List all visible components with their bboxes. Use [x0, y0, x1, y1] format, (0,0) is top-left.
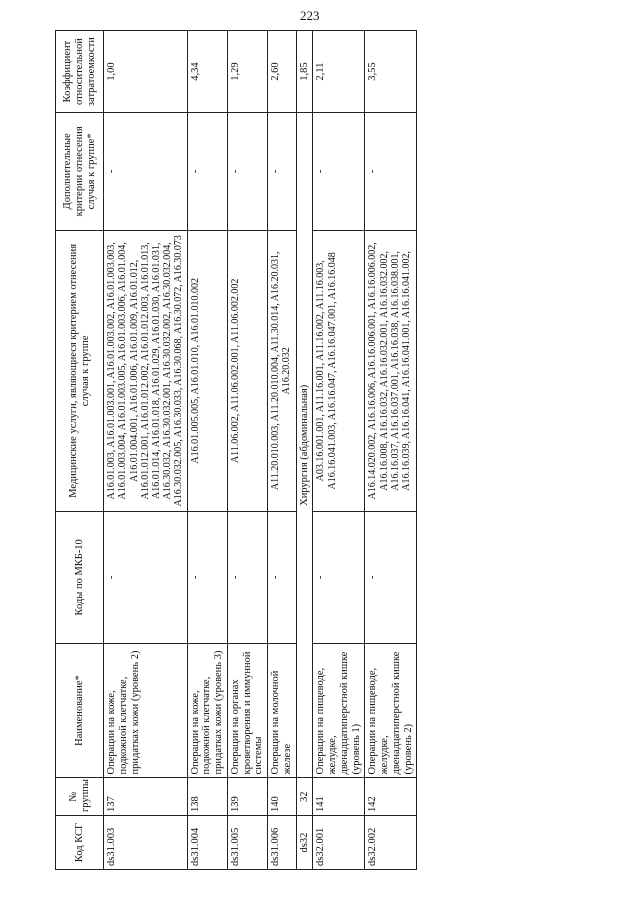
cell-additional: -	[268, 113, 297, 230]
cell-mkb: -	[365, 512, 417, 643]
cell-coef: 2,11	[313, 31, 365, 113]
cell-services: A03.16.001.001, A11.16.001, A11.16.002, A11.16.003, A16.16.041.003, A16.16.047, A16.16.047.001, A16.16.048	[313, 230, 365, 512]
cell-additional: -	[365, 113, 417, 230]
cell-additional: -	[104, 113, 187, 230]
section-title: Хирургия (абдоминальная)	[296, 113, 313, 778]
cell-name: Операции на пищеводе, желудке, двенадцатиперстной кишке (уровень 2)	[365, 643, 417, 778]
header-name: Наименование*	[56, 643, 104, 778]
header-mkb: Коды по МКБ-10	[56, 512, 104, 643]
section-code: ds32	[296, 816, 313, 870]
cell-services: A16.01.005.005, A16.01.010, A16.01.010.002	[187, 230, 227, 512]
header-code: Код КСГ	[56, 816, 104, 870]
table-row	[365, 31, 417, 870]
section-coef: 1,85	[296, 31, 313, 113]
cell-name: Операции на органах кроветворения и иммунной системы	[227, 643, 267, 778]
cell-name: Операции на молочной железе	[268, 643, 297, 778]
cell-name: Операции на пищеводе, желудке, двенадцатиперстной кишке (уровень 1)	[313, 643, 365, 778]
cell-coef: 3,55	[365, 31, 417, 113]
ksg-table	[55, 30, 417, 870]
rotated-table-sheet	[55, 30, 605, 870]
cell-mkb: -	[187, 512, 227, 643]
cell-code: ds31.005	[227, 816, 267, 870]
cell-coef: 1,29	[227, 31, 267, 113]
cell-services: A16.01.003, A16.01.003.001, A16.01.003.002, A16.01.003.003, A16.01.003.004, A16.01.003.005, A16.01.003.006, A16.01.004, A16.01.004.001, A16.01.006, A16.01.009, A16.01.012, A16.01.012.001, A16.01.012.002, A16.01.012.003, A16.01.013, A16.01.014, A16.01.018, A16.01.029, A16.01.030, A16.01.031, A16.30.032, A16.30.032.001, A16.30.032.002, A16.30.032.004, A16.30.032.005, A16.30.033, A16.30.068, A16.30.072, A16.30.073	[104, 230, 187, 512]
table-row	[268, 31, 297, 870]
cell-services: A11.20.010.003, A11.20.010.004, A11.30.014, A16.20.031, A16.20.032	[268, 230, 297, 512]
cell-coef: 4,34	[187, 31, 227, 113]
cell-mkb: -	[104, 512, 187, 643]
table-row	[227, 31, 267, 870]
cell-name: Операции на коже, подкожной клетчатке, придатках кожи (уровень 2)	[104, 643, 187, 778]
cell-name: Операции на коже, подкожной клетчатке, придатках кожи (уровень 3)	[187, 643, 227, 778]
cell-mkb: -	[268, 512, 297, 643]
cell-num: 137	[104, 778, 187, 816]
cell-num: 139	[227, 778, 267, 816]
header-coef: Коэффициент относительной затратоемкости	[56, 31, 104, 113]
cell-mkb: -	[313, 512, 365, 643]
table-header-row	[56, 31, 104, 870]
cell-code: ds31.003	[104, 816, 187, 870]
header-num: № группы	[56, 778, 104, 816]
section-row	[296, 31, 313, 870]
cell-code: ds32.002	[365, 816, 417, 870]
cell-num: 140	[268, 778, 297, 816]
cell-num: 141	[313, 778, 365, 816]
cell-num: 138	[187, 778, 227, 816]
cell-coef: 2,60	[268, 31, 297, 113]
cell-code: ds31.006	[268, 816, 297, 870]
table-row	[187, 31, 227, 870]
header-services: Медицинские услуги, являющиеся критерием отнесения случая к группе	[56, 230, 104, 512]
cell-code: ds31.004	[187, 816, 227, 870]
cell-services: A11.06.002, A11.06.002.001, A11.06.002.002	[227, 230, 267, 512]
cell-mkb: -	[227, 512, 267, 643]
section-num: 32	[296, 778, 313, 816]
cell-additional: -	[187, 113, 227, 230]
cell-code: ds32.001	[313, 816, 365, 870]
cell-additional: -	[227, 113, 267, 230]
page-number: 223	[300, 8, 320, 23]
table-row	[313, 31, 365, 870]
cell-num: 142	[365, 778, 417, 816]
cell-services: A16.14.020.002, A16.16.006, A16.16.006.001, A16.16.006.002, A16.16.008, A16.16.032, A16.16.032.001, A16.16.032.002, A16.16.037, A16.16.037.001, A16.16.038, A16.16.038.001, A16.16.039, A16.16.041, A16.16.041.001, A16.16.041.002,	[365, 230, 417, 512]
cell-coef: 1,00	[104, 31, 187, 113]
cell-additional: -	[313, 113, 365, 230]
table-row	[104, 31, 187, 870]
header-additional: Дополнительные критерии отнесения случая к группе*	[56, 113, 104, 230]
